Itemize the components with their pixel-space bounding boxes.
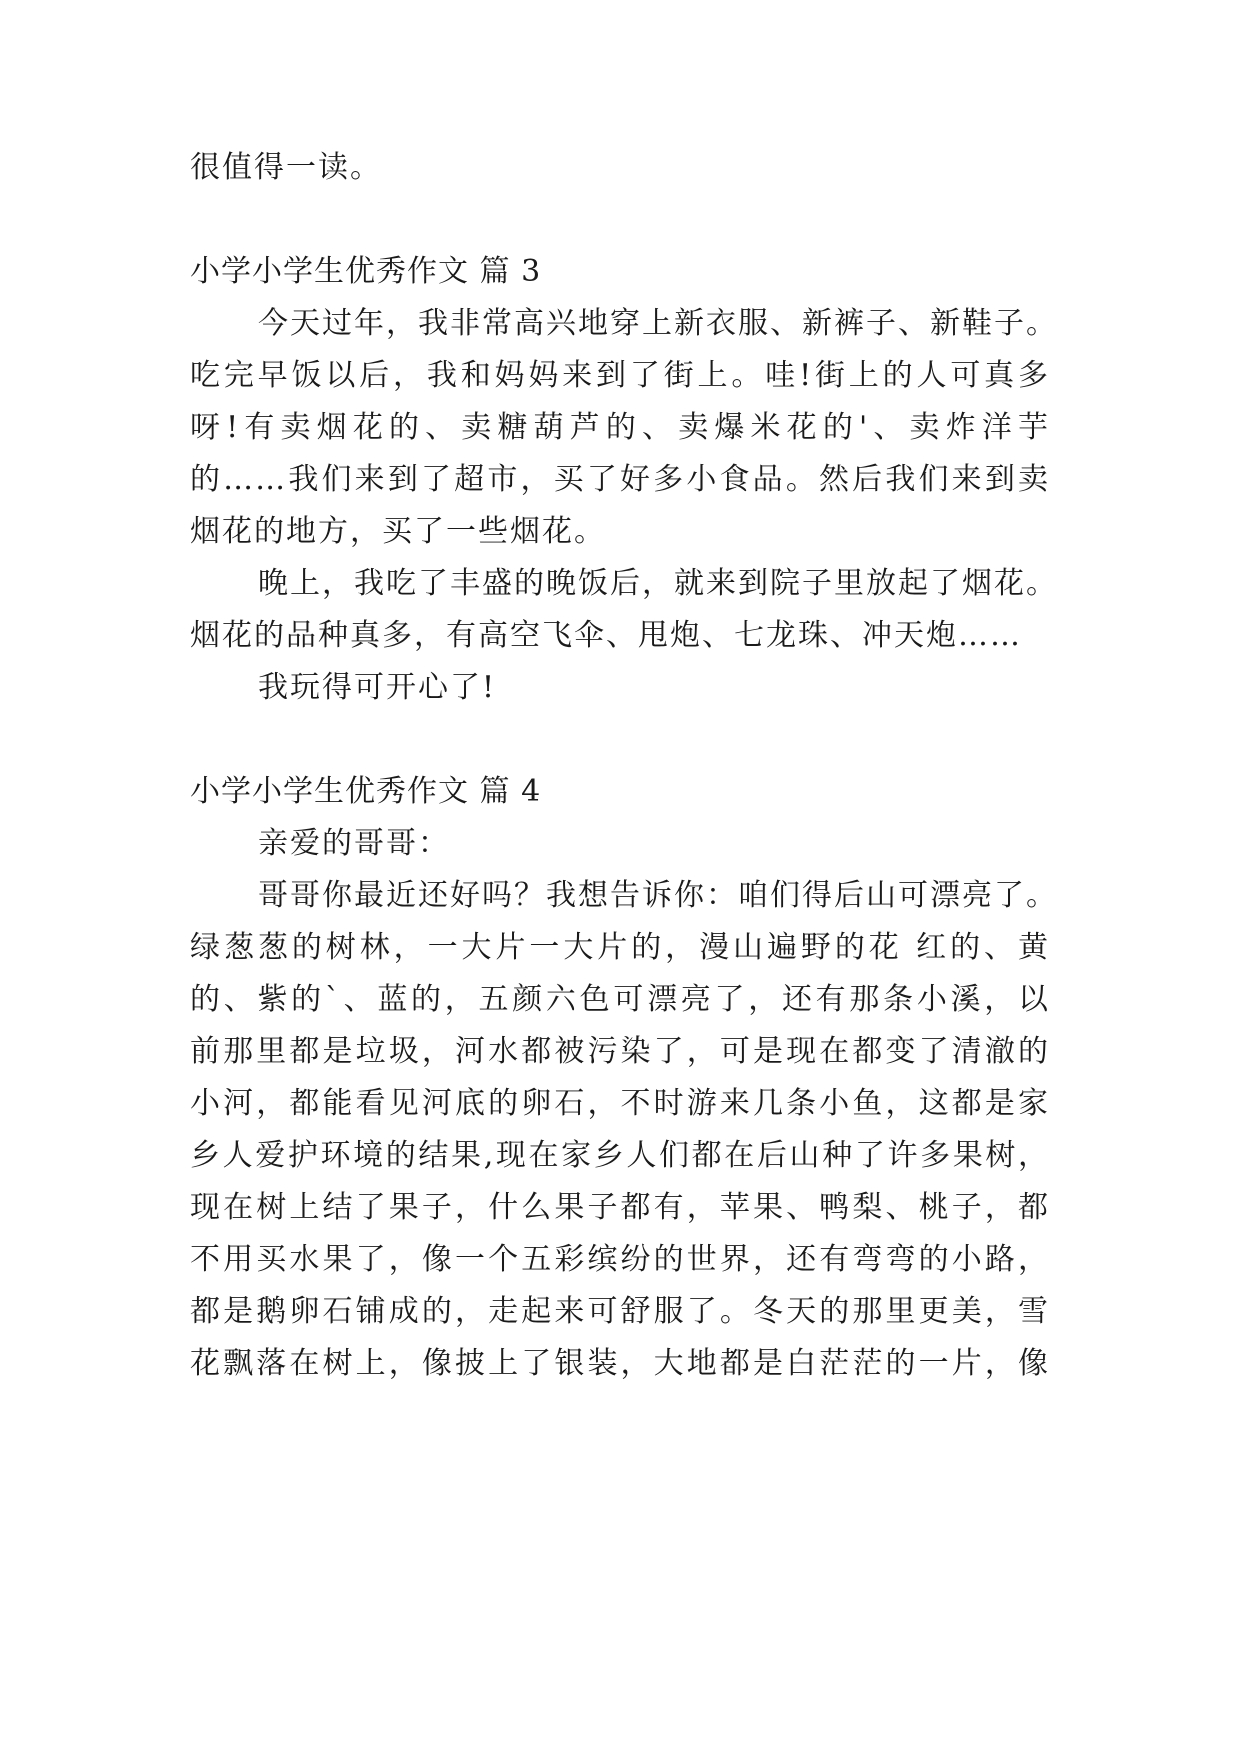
section-3-paragraph-2-line: 晚上，我吃了丰盛的晚饭后，就来到院子里放起了烟花。 xyxy=(258,566,1058,601)
section-4-paragraph-line: 不用买水果了，像一个五彩缤纷的世界，还有弯弯的小路， xyxy=(190,1242,1050,1277)
section-4-paragraph-line: 绿葱葱的树林，一大片一大片的，漫山遍野的花 红的、黄 xyxy=(190,930,1050,965)
section-3-paragraph-1-line: 今天过年，我非常高兴地穿上新衣服、新裤子、新鞋子。 xyxy=(258,306,1058,341)
section-3-paragraph-1-line: 烟花的地方，买了一些烟花。 xyxy=(190,514,606,549)
section-3-heading: 小学小学生优秀作文 篇 3 xyxy=(190,254,542,289)
section-4-heading: 小学小学生优秀作文 篇 4 xyxy=(190,774,542,809)
section-4-paragraph-line: 都是鹅卵石铺成的，走起来可舒服了。冬天的那里更美，雪 xyxy=(190,1294,1050,1329)
intro-line: 很值得一读。 xyxy=(190,150,382,185)
section-3-paragraph-1-line: 呀!有卖烟花的、卖糖葫芦的、卖爆米花的'、卖炸洋芋 xyxy=(190,410,1050,445)
section-4-paragraph-line: 前那里都是垃圾，河水都被污染了，可是现在都变了清澈的 xyxy=(190,1034,1050,1069)
section-3-paragraph-1-line: 吃完早饭以后，我和妈妈来到了街上。哇!街上的人可真多 xyxy=(190,358,1050,393)
section-4-paragraph-line: 现在树上结了果子，什么果子都有，苹果、鸭梨、桃子，都 xyxy=(190,1190,1050,1225)
section-4-paragraph-line: 乡人爱护环境的结果,现在家乡人们都在后山种了许多果树， xyxy=(190,1138,1050,1173)
section-3-paragraph-3-line: 我玩得可开心了! xyxy=(258,670,497,705)
section-3-paragraph-1-line: 的……我们来到了超市，买了好多小食品。然后我们来到卖 xyxy=(190,462,1050,497)
section-3-paragraph-2-line: 烟花的品种真多，有高空飞伞、甩炮、七龙珠、冲天炮…… xyxy=(190,618,1022,653)
section-4-paragraph-line: 的、紫的`、蓝的，五颜六色可漂亮了，还有那条小溪，以 xyxy=(190,982,1050,1017)
letter-salutation: 亲爱的哥哥： xyxy=(258,826,450,861)
section-4-paragraph-line: 哥哥你最近还好吗？我想告诉你：咱们得后山可漂亮了。 xyxy=(258,878,1058,913)
section-4-paragraph-line: 小河，都能看见河底的卵石，不时游来几条小鱼，这都是家 xyxy=(190,1086,1050,1121)
section-4-paragraph-line: 花飘落在树上，像披上了银装，大地都是白茫茫的一片，像 xyxy=(190,1346,1050,1381)
